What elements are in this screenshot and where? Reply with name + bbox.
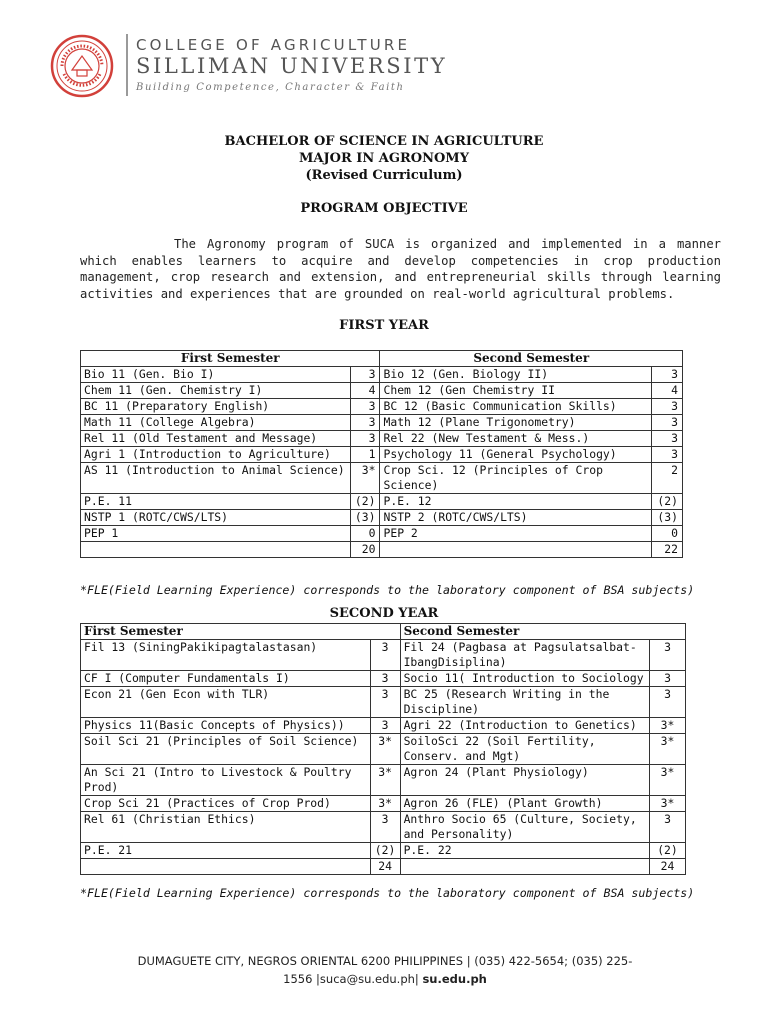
table-row bbox=[81, 415, 683, 431]
units-cell: 3 bbox=[370, 687, 400, 718]
course-cell: Chem 11 (Gen. Chemistry I) bbox=[81, 383, 351, 399]
course-cell: Fil 24 (Pagbasa at Pagsulatsalbat-IbangDisiplina) bbox=[400, 640, 649, 671]
objective-text: The Agronomy program of SUCA is organized and implemented in a manner which enables learners to acquire and develop competencies in crop production management, crop research and extension, and entrepreneurial skills through learning activities and experiences that are grounded on real-world agricultural problems. bbox=[80, 237, 721, 301]
course-cell: Econ 21 (Gen Econ with TLR) bbox=[81, 687, 371, 718]
course-cell bbox=[380, 542, 652, 558]
fle-note-second-year: *FLE(Field Learning Experience) corresponds to the laboratory component of BSA subjects) bbox=[80, 886, 695, 900]
units-cell: 3 bbox=[651, 367, 682, 383]
table-row bbox=[81, 399, 683, 415]
course-cell: Rel 22 (New Testament & Mess.) bbox=[380, 431, 652, 447]
table-row bbox=[81, 463, 683, 494]
program-objective bbox=[80, 236, 721, 302]
units-cell: 3 bbox=[650, 671, 686, 687]
course-cell: Agron 24 (Plant Physiology) bbox=[400, 765, 649, 796]
units-cell: 3 bbox=[650, 640, 686, 671]
course-cell: Psychology 11 (General Psychology) bbox=[380, 447, 652, 463]
units-cell: 3 bbox=[350, 367, 380, 383]
first-semester-header: First Semester bbox=[81, 624, 401, 640]
units-cell: 2 bbox=[651, 463, 682, 494]
units-cell: 4 bbox=[651, 383, 682, 399]
table-row bbox=[81, 494, 683, 510]
units-cell: 3 bbox=[650, 687, 686, 718]
course-cell: BC 12 (Basic Communication Skills) bbox=[380, 399, 652, 415]
units-cell: (2) bbox=[651, 494, 682, 510]
course-cell: Soil Sci 21 (Principles of Soil Science) bbox=[81, 734, 371, 765]
units-cell: 3* bbox=[370, 734, 400, 765]
units-cell: 3 bbox=[370, 812, 400, 843]
university-motto: Building Competence, Character & Faith bbox=[136, 82, 405, 93]
letterhead bbox=[50, 30, 470, 102]
units-cell: 3 bbox=[370, 640, 400, 671]
course-cell: Chem 12 (Gen Chemistry II bbox=[380, 383, 652, 399]
units-cell: (3) bbox=[350, 510, 380, 526]
units-cell: 24 bbox=[370, 859, 400, 875]
major-title: MAJOR IN AGRONOMY bbox=[299, 151, 469, 166]
course-cell: P.E. 21 bbox=[81, 843, 371, 859]
course-cell: P.E. 12 bbox=[380, 494, 652, 510]
units-cell: 24 bbox=[650, 859, 686, 875]
course-cell: Socio 11( Introduction to Sociology bbox=[400, 671, 649, 687]
table-row bbox=[81, 859, 686, 875]
table-row bbox=[81, 542, 683, 558]
footer-address: DUMAGUETE CITY, NEGROS ORIENTAL 6200 PHILIPPINES | (035) 422-5654; (035) 225-1556 |suca@su.edu.ph| bbox=[137, 954, 633, 986]
course-cell: NSTP 1 (ROTC/CWS/LTS) bbox=[81, 510, 351, 526]
course-cell: Anthro Socio 65 (Culture, Society, and Personality) bbox=[400, 812, 649, 843]
course-cell: Physics 11(Basic Concepts of Physics)) bbox=[81, 718, 371, 734]
units-cell: 3* bbox=[370, 796, 400, 812]
course-cell: An Sci 21 (Intro to Livestock & Poultry Prod) bbox=[81, 765, 371, 796]
units-cell: 3 bbox=[651, 415, 682, 431]
course-cell: Math 11 (College Algebra) bbox=[81, 415, 351, 431]
course-cell bbox=[81, 542, 351, 558]
units-cell: 3 bbox=[350, 415, 380, 431]
table-row bbox=[81, 526, 683, 542]
course-cell: BC 11 (Preparatory English) bbox=[81, 399, 351, 415]
table-row bbox=[81, 640, 686, 671]
course-cell: Math 12 (Plane Trigonometry) bbox=[380, 415, 652, 431]
table-row bbox=[81, 510, 683, 526]
objective-heading: PROGRAM OBJECTIVE bbox=[300, 201, 468, 216]
units-cell: (2) bbox=[370, 843, 400, 859]
table-row bbox=[81, 367, 683, 383]
course-cell: PEP 1 bbox=[81, 526, 351, 542]
table-row bbox=[81, 734, 686, 765]
second-semester-header: Second Semester bbox=[400, 624, 685, 640]
units-cell: 22 bbox=[651, 542, 682, 558]
footer-contact bbox=[130, 952, 640, 988]
table-row bbox=[81, 796, 686, 812]
units-cell: 20 bbox=[350, 542, 380, 558]
university-name: SILLIMAN UNIVERSITY bbox=[136, 54, 448, 78]
course-cell: Agri 1 (Introduction to Agriculture) bbox=[81, 447, 351, 463]
course-cell: Agron 26 (FLE) (Plant Growth) bbox=[400, 796, 649, 812]
course-cell: Crop Sci 21 (Practices of Crop Prod) bbox=[81, 796, 371, 812]
units-cell: 3 bbox=[650, 812, 686, 843]
course-cell: AS 11 (Introduction to Animal Science) bbox=[81, 463, 351, 494]
table-row bbox=[81, 765, 686, 796]
header-divider bbox=[126, 34, 128, 96]
fle-note-first-year: *FLE(Field Learning Experience) corresponds to the laboratory component of BSA subjects) bbox=[80, 583, 695, 597]
units-cell: (2) bbox=[650, 843, 686, 859]
table-row bbox=[81, 383, 683, 399]
units-cell: (3) bbox=[651, 510, 682, 526]
course-cell: Crop Sci. 12 (Principles of Crop Science) bbox=[380, 463, 652, 494]
degree-title: BACHELOR OF SCIENCE IN AGRICULTURE bbox=[224, 134, 544, 149]
units-cell: 3 bbox=[651, 431, 682, 447]
units-cell: 3 bbox=[350, 399, 380, 415]
first-year-heading: FIRST YEAR bbox=[339, 318, 429, 333]
units-cell: 3 bbox=[350, 431, 380, 447]
university-seal-icon bbox=[50, 34, 114, 98]
table-row bbox=[81, 843, 686, 859]
course-cell: PEP 2 bbox=[380, 526, 652, 542]
units-cell: 0 bbox=[651, 526, 682, 542]
table-row bbox=[81, 447, 683, 463]
second-year-heading: SECOND YEAR bbox=[329, 606, 439, 621]
units-cell: 0 bbox=[350, 526, 380, 542]
first-semester-header: First Semester bbox=[81, 351, 380, 367]
units-cell: 1 bbox=[350, 447, 380, 463]
course-cell: P.E. 11 bbox=[81, 494, 351, 510]
units-cell: 3* bbox=[650, 796, 686, 812]
units-cell: 3 bbox=[651, 399, 682, 415]
table-row bbox=[81, 718, 686, 734]
units-cell: 3 bbox=[370, 718, 400, 734]
course-cell: Rel 11 (Old Testament and Message) bbox=[81, 431, 351, 447]
course-cell: BC 25 (Research Writing in the Discipline) bbox=[400, 687, 649, 718]
course-cell: Rel 61 (Christian Ethics) bbox=[81, 812, 371, 843]
first-year-table bbox=[80, 350, 683, 558]
course-cell: NSTP 2 (ROTC/CWS/LTS) bbox=[380, 510, 652, 526]
units-cell: 3* bbox=[650, 765, 686, 796]
units-cell: 3* bbox=[370, 765, 400, 796]
units-cell: 3* bbox=[650, 718, 686, 734]
second-semester-header: Second Semester bbox=[380, 351, 683, 367]
second-year-table bbox=[80, 623, 686, 875]
table-row bbox=[81, 812, 686, 843]
course-cell: Agri 22 (Introduction to Genetics) bbox=[400, 718, 649, 734]
course-cell bbox=[81, 859, 371, 875]
units-cell: (2) bbox=[350, 494, 380, 510]
units-cell: 3 bbox=[651, 447, 682, 463]
course-cell: Bio 11 (Gen. Bio I) bbox=[81, 367, 351, 383]
course-cell: Fil 13 (SiningPakikipagtalastasan) bbox=[81, 640, 371, 671]
footer-website-link[interactable]: su.edu.ph bbox=[422, 972, 487, 986]
table-header-row bbox=[81, 351, 683, 367]
table-row bbox=[81, 687, 686, 718]
revised-label: (Revised Curriculum) bbox=[305, 168, 463, 183]
table-header-row bbox=[81, 624, 686, 640]
units-cell: 4 bbox=[350, 383, 380, 399]
college-name: COLLEGE OF AGRICULTURE bbox=[136, 36, 411, 54]
units-cell: 3* bbox=[650, 734, 686, 765]
table-row bbox=[81, 671, 686, 687]
course-cell: P.E. 22 bbox=[400, 843, 649, 859]
course-cell bbox=[400, 859, 649, 875]
course-cell: SoiloSci 22 (Soil Fertility, Conserv. and Mgt) bbox=[400, 734, 649, 765]
course-cell: Bio 12 (Gen. Biology II) bbox=[380, 367, 652, 383]
units-cell: 3 bbox=[370, 671, 400, 687]
table-row bbox=[81, 431, 683, 447]
course-cell: CF I (Computer Fundamentals I) bbox=[81, 671, 371, 687]
units-cell: 3* bbox=[350, 463, 380, 494]
